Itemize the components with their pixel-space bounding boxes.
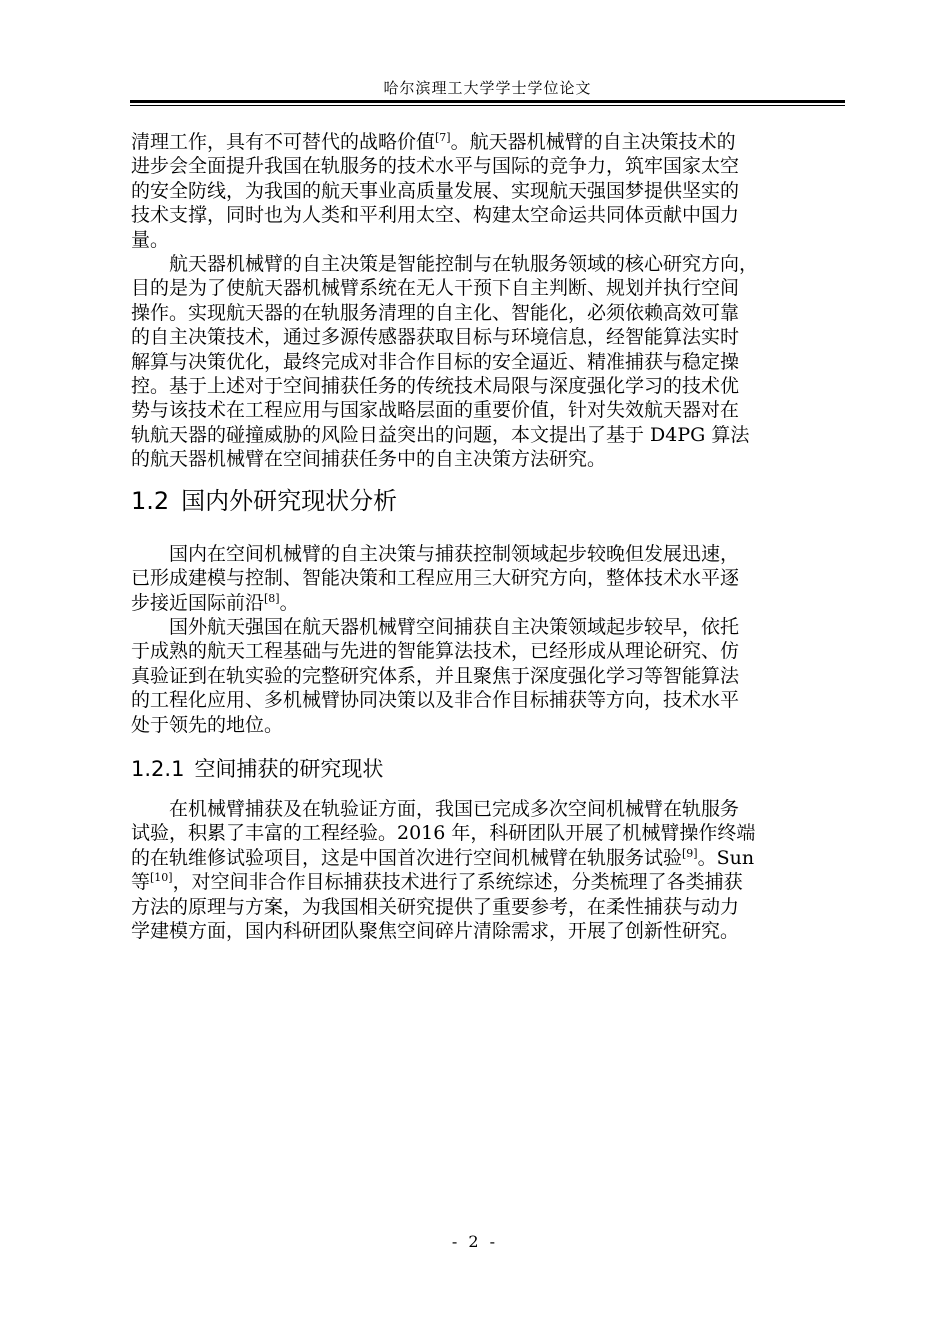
section-number: 1.2	[131, 486, 170, 515]
paragraph-line	[131, 846, 845, 870]
text-run: 清理工作，具有不可替代的战略价值	[131, 131, 436, 153]
text-run: 步接近国际前沿	[131, 591, 265, 614]
paragraph-line: 于成熟的航天工程基础与先进的智能算法技术，已经形成从理论研究、仿	[131, 640, 740, 663]
paragraph-line: 解算与决策优化，最终完成对非合作目标的安全逼近、精准捕获与稳定操	[131, 350, 740, 373]
paragraph-line: 国内在空间机械臂的自主决策与捕获控制领域起步较晚但发展迅速，	[169, 542, 740, 565]
paragraph-line: 轨航天器的碰撞威胁的风险日益突出的问题，本文提出了基于 D4PG 算法	[131, 423, 750, 446]
text-run: 。Sun	[697, 846, 755, 869]
paragraph-line	[131, 591, 845, 615]
paragraph-line: 在机械臂捕获及在轨验证方面，我国已完成多次空间机械臂在轨服务	[169, 797, 740, 820]
paragraph-1	[131, 130, 845, 252]
page-body	[131, 130, 845, 943]
paragraph-line: 方法的原理与方案，为我国相关研究提供了重要参考，在柔性捕获与动力	[131, 895, 740, 918]
paragraph-line: 目的是为了使航天器机械臂系统在无人干预下自主判断、规划并执行空间	[131, 277, 740, 300]
paragraph-line: 处于领先的地位。	[131, 713, 284, 736]
section-heading-1-2	[131, 486, 845, 516]
citation-ref: [7]	[435, 131, 451, 144]
text-run: 。	[279, 591, 299, 614]
paragraph-line: 操作。实现航天器的在轨服务清理的自主化、智能化，必须依赖高效可靠	[131, 301, 740, 324]
paragraph-3	[131, 542, 845, 615]
section-heading-1-2-1	[131, 755, 845, 783]
citation-ref: [9]	[682, 846, 698, 860]
paragraph-line: 已形成建模与控制、智能决策和工程应用三大研究方向，整体技术水平逐	[131, 567, 740, 590]
paragraph-2	[131, 252, 845, 472]
running-header: 哈尔滨理工大学学士学位论文	[383, 79, 592, 97]
spacer	[131, 783, 845, 797]
paragraph-line: 控。基于上述对于空间捕获任务的传统技术局限与深度强化学习的技术优	[131, 375, 740, 398]
paragraph-line: 国外航天强国在航天器机械臂空间捕获自主决策领域起步较早，依托	[169, 615, 740, 638]
paragraph-line: 学建模方面，国内科研团队聚焦空间碎片清除需求，开展了创新性研究。	[131, 919, 740, 942]
paragraph-line: 进步会全面提升我国在轨服务的技术水平与国际的竞争力，筑牢国家太空	[131, 155, 740, 178]
paragraph-line: 技术支撑，同时也为人类和平利用太空、构建太空命运共同体贡献中国力	[131, 204, 740, 227]
header-rule-thin	[130, 105, 845, 106]
paragraph-line: 量。	[131, 228, 170, 251]
paragraph-5	[131, 797, 845, 943]
spacer	[131, 516, 845, 542]
paragraph-line: 的自主决策技术，通过多源传感器获取目标与环境信息，经智能算法实时	[131, 326, 740, 349]
paragraph-line: 势与该技术在工程应用与国家战略层面的重要价值，针对失效航天器对在	[131, 399, 740, 422]
text-run: 。航天器机械臂的自主决策技术的	[450, 131, 736, 153]
citation-ref: [10]	[150, 871, 173, 885]
text-run: ，对空间非合作目标捕获技术进行了系统综述，分类梳理了各类捕获	[172, 871, 743, 894]
paragraph-4	[131, 615, 845, 737]
section-title: 国内外研究现状分析	[181, 486, 398, 515]
paragraph-line: 的航天器机械臂在空间捕获任务中的自主决策方法研究。	[131, 448, 607, 471]
text-run: 等	[131, 871, 151, 894]
paragraph-line: 的安全防线，为我国的航天事业高质量发展、实现航天强国梦提供坚实的	[131, 179, 740, 202]
page-number: - 2 -	[451, 1232, 499, 1251]
paragraph-line	[131, 130, 845, 154]
paragraph-line: 真验证到在轨实验的完整研究体系，并且聚焦于深度强化学习等智能算法	[131, 664, 740, 687]
paragraph-line	[131, 870, 845, 894]
section-number: 1.2.1	[131, 756, 185, 781]
section-title: 空间捕获的研究现状	[194, 756, 384, 781]
paragraph-line: 的工程化应用、多机械臂协同决策以及非合作目标捕获等方向，技术水平	[131, 689, 740, 712]
paragraph-line: 航天器机械臂的自主决策是智能控制与在轨服务领域的核心研究方向，	[169, 253, 759, 276]
paragraph-line: 试验，积累了丰富的工程经验。2016 年，科研团队开展了机械臂操作终端	[131, 822, 756, 845]
text-run: 的在轨维修试验项目，这是中国首次进行空间机械臂在轨服务试验	[131, 846, 683, 869]
header-rule-thick	[130, 100, 845, 103]
citation-ref: [8]	[264, 591, 280, 605]
